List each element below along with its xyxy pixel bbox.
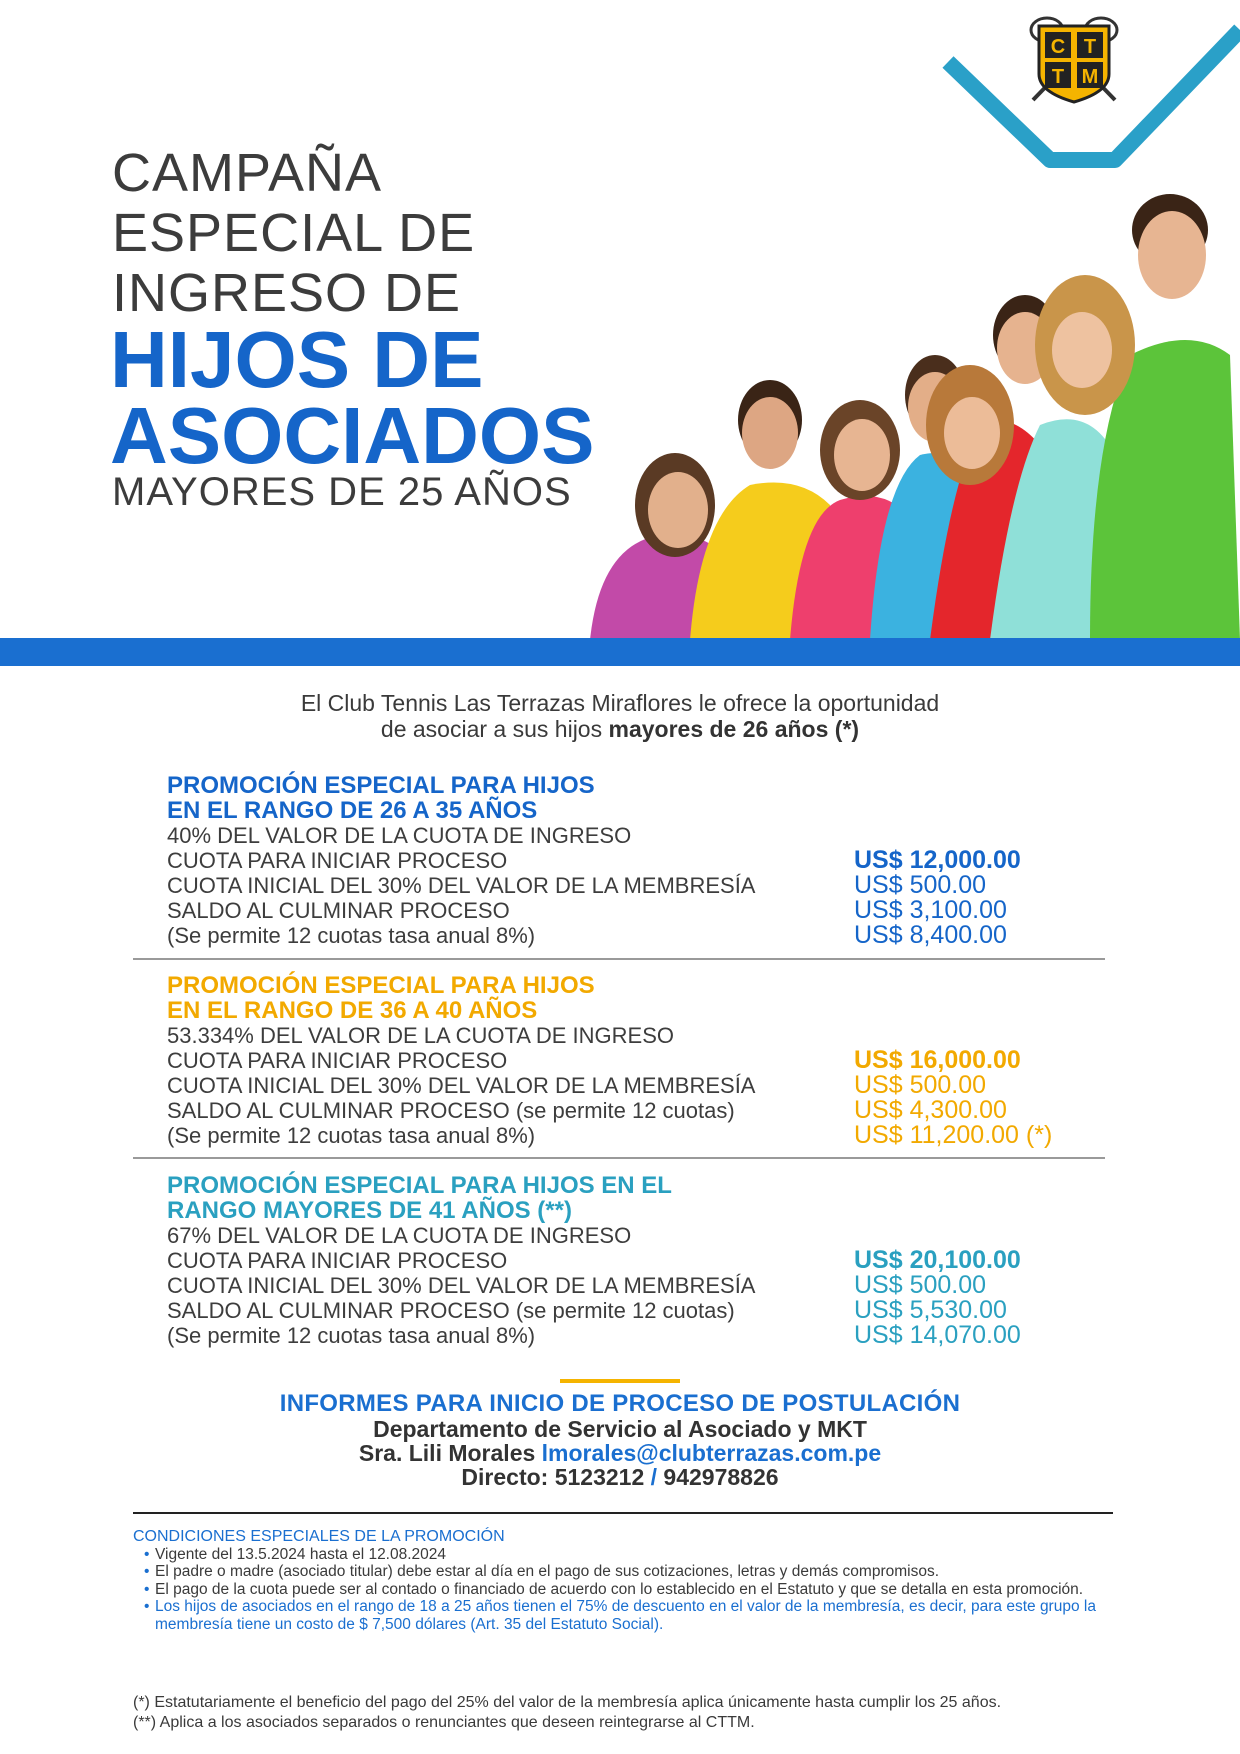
footnotes — [133, 1693, 1133, 1733]
promo-title-line-2: EN EL RANGO DE 26 A 35 AÑOS — [167, 797, 538, 824]
promo-row: CUOTA PARA INICIAR PROCESO — [167, 1248, 508, 1273]
title-line-2: ESPECIAL DE — [112, 203, 476, 263]
contact-email-link[interactable]: lmorales@clubterrazas.com.pe — [541, 1440, 882, 1466]
contact-person: Sra. Lili Morales — [358, 1440, 542, 1466]
title-line-3: INGRESO DE — [112, 263, 462, 323]
amount: US$ 500.00 — [854, 1271, 987, 1299]
promo-row: CUOTA PARA INICIAR PROCESO — [167, 848, 508, 873]
footnote: (*) Estatutariamente el beneficio del pago del 25% del valor de la membresía aplica únicamente hasta cumplir los 25 años. — [133, 1694, 1002, 1711]
promo-36-40 — [167, 973, 1107, 1148]
amount: US$ 500.00 — [854, 1071, 987, 1099]
group-photo — [570, 185, 1240, 640]
conditions-list — [133, 1546, 1113, 1634]
promo-row: 53.334% DEL VALOR DE LA CUOTA DE INGRESO — [167, 1023, 674, 1048]
conditions-divider — [133, 1512, 1113, 1514]
logo-letter: C — [1050, 36, 1066, 58]
contact-person-line — [0, 1441, 1240, 1465]
promo-title-line-2: RANGO MAYORES DE 41 AÑOS (**) — [167, 1197, 572, 1224]
amount: US$ 8,400.00 — [854, 921, 1007, 949]
amount: US$ 4,300.00 — [854, 1096, 1007, 1124]
direct-phone: Directo: 5123212 — [461, 1464, 651, 1490]
phone-separator: / — [650, 1464, 658, 1490]
amount: US$ 16,000.00 — [854, 1046, 1021, 1074]
footnote: (**) Aplica a los asociados separados o renunciantes que deseen reintegrarse al CTTM. — [133, 1714, 755, 1731]
logo-letter: T — [1051, 66, 1065, 88]
intro-line-1: El Club Tennis Las Terrazas Miraflores le ofrece la oportunidad — [300, 690, 940, 716]
section-divider — [133, 1157, 1105, 1159]
promo-row: CUOTA INICIAL DEL 30% DEL VALOR DE LA MEMBRESÍA — [167, 1273, 756, 1298]
contact-phone-line — [0, 1465, 1240, 1489]
promo-title-line-1: PROMOCIÓN ESPECIAL PARA HIJOS — [167, 972, 595, 999]
promo-amounts — [854, 1248, 1021, 1348]
promo-row: 67% DEL VALOR DE LA CUOTA DE INGRESO — [167, 1223, 632, 1248]
amount: US$ 11,200.00 (*) — [854, 1121, 1053, 1149]
blue-divider-band — [0, 638, 1240, 666]
promo-41-plus — [167, 1173, 1107, 1348]
promo-amounts — [854, 1048, 1052, 1148]
promo-title-line-2: EN EL RANGO DE 36 A 40 AÑOS — [167, 997, 538, 1024]
amount: US$ 500.00 — [854, 871, 987, 899]
mobile-phone: 942978826 — [657, 1464, 779, 1490]
promo-26-35 — [167, 773, 1107, 948]
promo-title-line-1: PROMOCIÓN ESPECIAL PARA HIJOS EN EL — [167, 1172, 672, 1199]
contact-block — [0, 1390, 1240, 1489]
condition-item: • El pago de la cuota puede ser al contado o financiado de acuerdo con lo establecido en el Estatuto y que se detalla en esta promoción. — [133, 1581, 1113, 1599]
condition-item: • Los hijos de asociados en el rango de 18 a 25 años tienen el 75% de descuento en el valor de la membresía, es decir, para este grupo la membresía tiene un costo de $ 7,500 dólares (Art. 35 del Estatuto Social). — [133, 1598, 1113, 1633]
amount: US$ 20,100.00 — [854, 1246, 1021, 1274]
amount: US$ 14,070.00 — [854, 1321, 1021, 1349]
promo-row: SALDO AL CULMINAR PROCESO (se permite 12 cuotas) — [167, 1098, 735, 1123]
logo-letter: T — [1083, 36, 1097, 58]
promo-row: (Se permite 12 cuotas tasa anual 8%) — [167, 1123, 536, 1148]
conditions-title: CONDICIONES ESPECIALES DE LA PROMOCIÓN — [133, 1528, 505, 1545]
club-logo — [1025, 12, 1123, 104]
page-subtitle: MAYORES DE 25 AÑOS — [112, 470, 572, 514]
condition-item: • Vigente del 13.5.2024 hasta el 12.08.2024 — [133, 1546, 1113, 1564]
amount: US$ 3,100.00 — [854, 896, 1007, 924]
promo-row: CUOTA INICIAL DEL 30% DEL VALOR DE LA MEMBRESÍA — [167, 1073, 756, 1098]
promo-row: (Se permite 12 cuotas tasa anual 8%) — [167, 923, 536, 948]
condition-item: • El padre o madre (asociado titular) debe estar al día en el pago de sus cotizaciones, letras y demás compromisos. — [133, 1563, 1113, 1581]
section-divider — [133, 958, 1105, 960]
promo-row: SALDO AL CULMINAR PROCESO — [167, 898, 510, 923]
contact-heading: INFORMES PARA INICIO DE PROCESO DE POSTULACIÓN — [279, 1390, 961, 1417]
amount: US$ 5,530.00 — [854, 1296, 1007, 1324]
promo-row: (Se permite 12 cuotas tasa anual 8%) — [167, 1323, 536, 1348]
promo-row: SALDO AL CULMINAR PROCESO (se permite 12 cuotas) — [167, 1298, 735, 1323]
yellow-accent-bar — [560, 1379, 680, 1383]
promo-amounts — [854, 848, 1021, 948]
title-bold-line-1: HIJOS DE — [110, 315, 484, 404]
promo-title-line-1: PROMOCIÓN ESPECIAL PARA HIJOS — [167, 772, 595, 799]
conditions-section — [133, 1528, 1113, 1633]
amount: US$ 12,000.00 — [854, 846, 1021, 874]
contact-department: Departamento de Servicio al Asociado y MKT — [373, 1416, 867, 1442]
intro-line-2: de asociar a sus hijos mayores de 26 años (*) — [380, 716, 860, 742]
promo-row: CUOTA INICIAL DEL 30% DEL VALOR DE LA MEMBRESÍA — [167, 873, 756, 898]
intro-text — [0, 690, 1240, 742]
title-line-1: CAMPAÑA — [112, 143, 383, 203]
promo-row: 40% DEL VALOR DE LA CUOTA DE INGRESO — [167, 823, 632, 848]
promo-row: CUOTA PARA INICIAR PROCESO — [167, 1048, 508, 1073]
intro-highlight: mayores de 26 años (*) — [608, 716, 860, 742]
title-bold-line-2: ASOCIADOS — [110, 391, 595, 480]
logo-letter: M — [1081, 66, 1099, 88]
